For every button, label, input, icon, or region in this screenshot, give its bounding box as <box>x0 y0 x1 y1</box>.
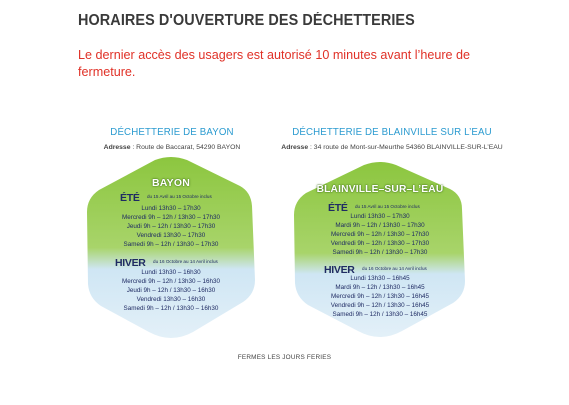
schedule-line: Vendredi 9h – 12h / 13h30 – 17h30 <box>330 240 430 247</box>
address-label: Adresse <box>281 144 309 151</box>
schedule-line: Jeudi 9h – 12h / 13h30 – 17h30 <box>126 223 216 230</box>
site-name-blainville: DÉCHETTERIE DE BLAINVILLE SUR L’EAU <box>292 127 492 138</box>
schedule-hexagon-blainville <box>292 161 468 339</box>
season-label: ÉTÉ <box>328 202 348 214</box>
season-label: HIVER <box>324 264 355 276</box>
schedule-line: Mercredi 9h – 12h / 13h30 – 16h45 <box>330 293 430 300</box>
season-label: HIVER <box>115 257 146 269</box>
page-title: HORAIRES D'OUVERTURE DES DÉCHETTERIES <box>78 12 415 29</box>
schedule-line: Lundi 13h30 – 16h45 <box>350 275 410 282</box>
schedule-line: Samedi 9h – 12h / 13h30 – 17h30 <box>332 249 428 256</box>
address-label: Adresse <box>103 144 131 151</box>
schedule-line: Samedi 9h – 12h / 13h30 – 17h30 <box>123 241 219 248</box>
schedule-line: Lundi 13h30 – 17h30 <box>350 213 410 220</box>
site-name-bayon: DÉCHETTERIE DE BAYON <box>110 127 234 138</box>
schedule-line: Mercredi 9h – 12h / 13h30 – 17h30 <box>121 214 221 221</box>
schedule-line: Mardi 9h – 12h / 13h30 – 16h45 <box>335 284 425 291</box>
closing-notice: Le dernier accès des usagers est autorisé 10 minutes avant l’heure de fermeture. <box>78 48 471 79</box>
schedule-line: Lundi 13h30 – 17h30 <box>141 205 201 212</box>
town-label-bayon: BAYON <box>152 177 190 189</box>
schedule-line: Mardi 9h – 12h / 13h30 – 17h30 <box>335 222 425 229</box>
site-address-bayon <box>60 144 284 151</box>
schedule-line: Mercredi 9h – 12h / 13h30 – 17h30 <box>330 231 430 238</box>
schedule-line: Lundi 13h30 – 16h30 <box>141 269 201 276</box>
address-value: : 34 route de Mont-sur-Meurthe 54360 BLAINVILLE-SUR-L’EAU <box>308 144 503 151</box>
season-range: du 16 Octobre au 14 Avril inclus <box>153 259 218 265</box>
schedule-line: Jeudi 9h – 12h / 13h30 – 16h30 <box>126 287 216 294</box>
schedule-line: Vendredi 9h – 12h / 13h30 – 16h45 <box>330 302 430 309</box>
schedule-hexagon-bayon <box>85 156 257 340</box>
public-holidays-note: FERMES LES JOURS FERIES <box>237 354 332 361</box>
schedule-line: Vendredi 13h30 – 17h30 <box>136 232 206 239</box>
season-summer-bayon <box>120 188 212 206</box>
season-range: du 15 Avril au 15 Octobre inclus <box>354 204 420 210</box>
schedule-line: Mercredi 9h – 12h / 13h30 – 16h30 <box>121 278 221 285</box>
town-label-blainville: BLAINVILLE–SUR–L’EAU <box>316 184 444 195</box>
address-value: : Route de Baccarat, 54290 BAYON <box>130 144 241 151</box>
schedule-line: Vendredi 13h30 – 16h30 <box>136 296 206 303</box>
season-range: du 16 Octobre au 14 Avril inclus <box>362 266 427 272</box>
season-range: du 15 Avril au 15 Octobre inclus <box>146 194 212 200</box>
season-label: ÉTÉ <box>120 192 140 204</box>
site-address-blainville <box>262 144 522 151</box>
schedule-line: Samedi 9h – 12h / 13h30 – 16h30 <box>123 305 219 312</box>
schedule-line: Samedi 9h – 12h / 13h30 – 16h45 <box>332 311 428 318</box>
